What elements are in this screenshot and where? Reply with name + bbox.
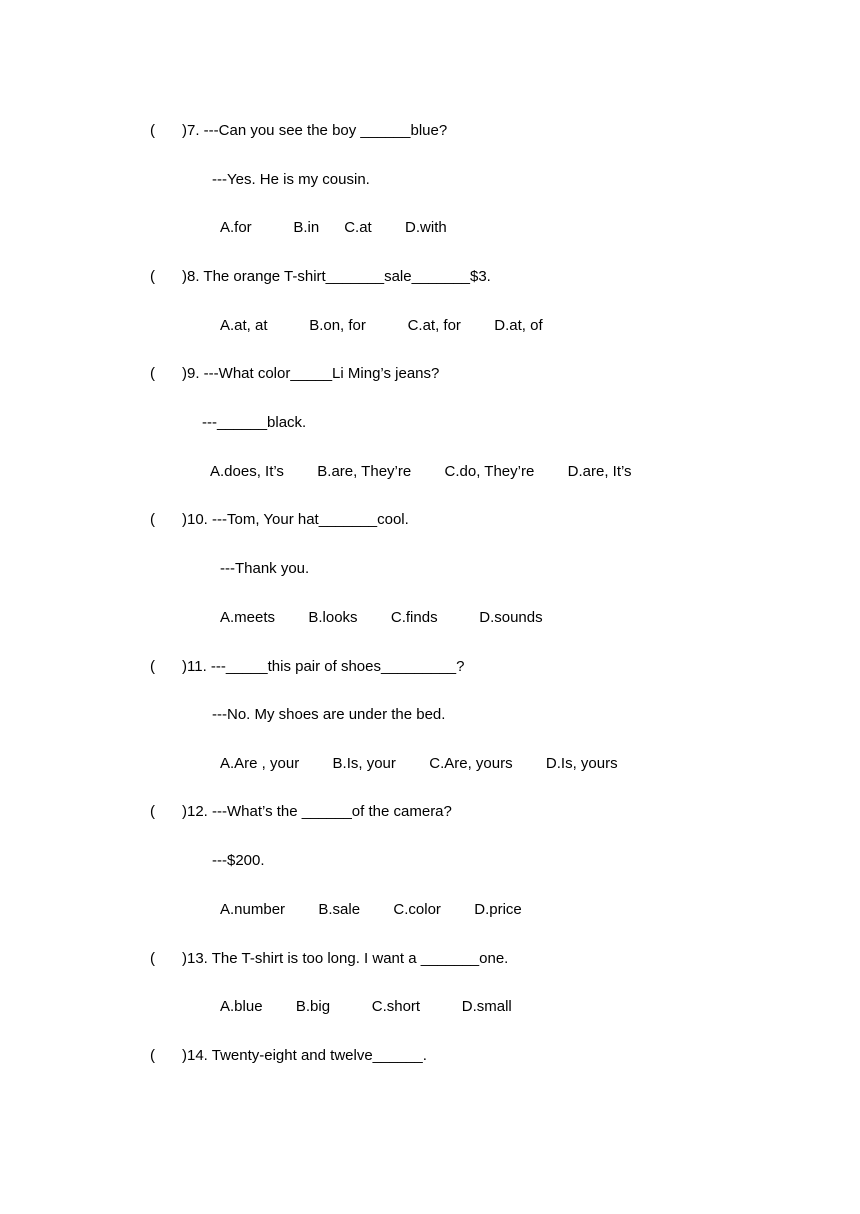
question-12-stem: )12. ---What’s the ______of the camera? bbox=[182, 803, 452, 820]
question-10-options: A.meets B.looks C.finds D.sounds bbox=[220, 609, 543, 626]
question-12-options: A.number B.sale C.color D.price bbox=[220, 901, 522, 918]
answer-paren: ( bbox=[150, 658, 155, 675]
answer-paren: ( bbox=[150, 950, 155, 967]
question-11-reply: ---No. My shoes are under the bed. bbox=[212, 706, 446, 723]
answer-paren: ( bbox=[150, 1047, 155, 1064]
question-7-stem: )7. ---Can you see the boy ______blue? bbox=[182, 122, 448, 139]
question-9-options: A.does, It’s B.are, They’re C.do, They’re D.are, It’s bbox=[210, 463, 632, 480]
question-8-stem: )8. The orange T-shirt_______sale_______$3. bbox=[182, 268, 491, 285]
question-14-stem: )14. Twenty-eight and twelve______. bbox=[182, 1047, 427, 1064]
answer-paren: ( bbox=[150, 268, 155, 285]
answer-paren: ( bbox=[150, 803, 155, 820]
answer-paren: ( bbox=[150, 365, 155, 382]
question-7-reply: ---Yes. He is my cousin. bbox=[212, 171, 370, 188]
question-13-options: A.blue B.big C.short D.small bbox=[220, 998, 512, 1015]
question-9-stem: )9. ---What color_____Li Ming’s jeans? bbox=[182, 365, 440, 382]
answer-paren: ( bbox=[150, 122, 155, 139]
question-11-options: A.Are , your B.Is, your C.Are, yours D.Is, yours bbox=[220, 755, 618, 772]
question-10-reply: ---Thank you. bbox=[220, 560, 310, 577]
question-7-options: A.for B.in C.at D.with bbox=[220, 219, 447, 236]
question-13-stem: )13. The T-shirt is too long. I want a _______one. bbox=[182, 950, 509, 967]
question-8-options: A.at, at B.on, for C.at, for D.at, of bbox=[220, 317, 543, 334]
answer-paren: ( bbox=[150, 511, 155, 528]
question-11-stem: )11. ---_____this pair of shoes_________? bbox=[182, 658, 465, 675]
question-10-stem: )10. ---Tom, Your hat_______cool. bbox=[182, 511, 409, 528]
question-9-reply: ---______black. bbox=[202, 414, 307, 431]
question-12-reply: ---$200. bbox=[212, 852, 265, 869]
